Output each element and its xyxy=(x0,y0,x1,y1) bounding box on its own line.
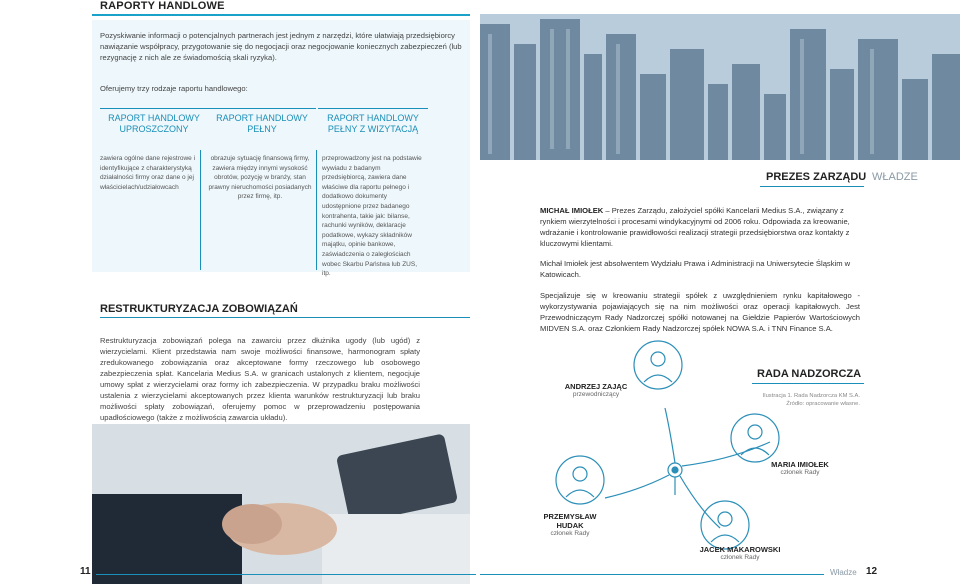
city-skyline-image xyxy=(480,14,960,160)
prezes-bio xyxy=(540,205,860,249)
handshake-image xyxy=(92,424,470,584)
rada-heading: RADA NADZORCZA xyxy=(757,368,862,380)
column-heading-pelny xyxy=(208,108,316,135)
person-name: PRZEMYSŁAW HUDAK xyxy=(543,512,597,530)
column-divider xyxy=(316,150,317,270)
footer-section-label: Władze xyxy=(830,568,857,577)
prezes-specialization: Specjalizuje się w kreowaniu strategii spółek z uwzględnieniem rynku kapitałowego - wykorzystywania pojawiających się na nim możliwości oraz operacji kapitałowych. Jest Przewodniczącym Rady Nadzorczej spółki notowanej na Giełdzie Papierów Wartościowych MIDVEN S.A. oraz Członkiem Rady Nadzorczej spółek NOWA S.A. i TNN Finance S.A. xyxy=(540,291,860,333)
page-number-left: 11 xyxy=(80,566,91,577)
section-title-bar xyxy=(92,0,470,16)
prezes-bio-text: – Prezes Zarządu, założyciel spółki Kancelarii Medius S.A., związany z rynkiem wierzytelności i procesami windykacyjnymi od 2006 roku. Odpowiada za kreowanie, wdrażanie i kontrolowanie prawidłowości realizacji strategii przedsiębiorstwa oraz kontakty z kluczowymi klientami. xyxy=(540,206,850,248)
person-role: członek Rady xyxy=(780,469,820,476)
column-body-pelny: obrazuje sytuację finansową firmy, zawiera między innymi wysokość obrotów, pozycję w branży, stan prawny nieruchomości posiadanych przez firmę, itp. xyxy=(208,155,312,201)
page-number-right: 12 xyxy=(866,566,878,577)
section-title-restrukturyzacja: RESTRUKTURYZACJA ZOBOWIĄZAŃ xyxy=(100,303,298,315)
column-heading-wizytacja xyxy=(318,108,428,135)
prezes-name: MICHAŁ IMIOŁEK xyxy=(540,206,604,215)
intro-paragraph: Pozyskiwanie informacji o potencjalnych partnerach jest jednym z narzędzi, które ułatwiają przedsiębiorcy nawiązanie współpracy, przygotowanie się do negocjacji oraz negocjowanie koniecznych zabezpieczeń (lub rezygnację z nich ale ze świadomością skali ryzyka). xyxy=(100,31,462,62)
column-heading-uproszczony xyxy=(100,108,208,135)
person-name: JACEK MAKAROWSKI xyxy=(699,545,781,554)
column-heading-line2: PEŁNY Z WIZYTACJĄ xyxy=(327,124,419,134)
person-role: przewodniczący xyxy=(572,391,620,398)
divider xyxy=(760,186,864,187)
divider xyxy=(100,317,470,318)
column-body-uproszczony: zawiera ogólne dane rejestrowe i identyfikujące z charakterystyką działalności firmy oraz dane o jej właścicielach/udziałowcach xyxy=(100,155,196,191)
person-name: ANDRZEJ ZAJĄC xyxy=(564,382,628,391)
footer-divider xyxy=(480,574,824,575)
caption-line1: Ilustracja 1. Rada Nadzorcza KM S.A. xyxy=(762,393,860,399)
column-heading-line1: RAPORT HANDLOWY xyxy=(327,113,419,123)
column-heading-line2: PEŁNY xyxy=(247,124,277,134)
prezes-heading: PREZES ZARZĄDU xyxy=(766,171,867,183)
person-role: członek Rady xyxy=(720,554,760,561)
column-heading-line2: UPROSZCZONY xyxy=(119,124,189,134)
person-card-imiolek xyxy=(740,460,860,476)
person-card-hudak xyxy=(530,512,610,537)
footer-divider xyxy=(96,574,476,575)
restrukturyzacja-paragraph: Restrukturyzacja zobowiązań polega na zawarciu przez dłużnika ugody (lub ugód) z wierzycielami. Klient przedstawia nam swoje możliwości finansowe, harmonogram spłaty zredukowanego zobowiązania oraz akceptowane formy rzeczowego lub osobowego zabezpieczenia spłat. Kancelaria Medius S.A. w granicach ustalonych z klientem, negocjuje umowy spłat z wierzycielami oraz formy ich zabezpieczenia. W przypadku braku możliwości ustalenia z wierzycielami akceptowanych przez klienta warunków restrukturyzacji lub braku możliwości spłaty zobowiązań, oferujemy pomoc w przeprowadzeniu postępowania upadłościowego (także z możliwością zawarcia układu). xyxy=(100,336,420,422)
column-heading-line1: RAPORT HANDLOWY xyxy=(216,113,308,123)
wladze-tab: WŁADZE xyxy=(872,171,918,183)
person-card-zajac xyxy=(536,382,656,398)
caption-line2: Źródło: opracowanie własne. xyxy=(786,401,860,407)
prezes-education: Michał Imiołek jest absolwentem Wydziału Prawa i Administracji na Uniwersytecie Śląskim w Katowicach. xyxy=(540,259,851,279)
person-role: członek Rady xyxy=(550,530,590,537)
column-heading-line1: RAPORT HANDLOWY xyxy=(108,113,200,123)
section-title: RAPORTY HANDLOWE xyxy=(100,0,225,12)
column-body-wizytacja: przeprowadzony jest na podstawie wywiadu z badanym przedsiębiorcą, zawiera dane właściwe dla raportu pełnego i dodatkowo dokumenty udostępnione przez badanego kontrahenta, takie jak: bilanse, rachunki wyników, deklaracje podatkowe, wykazy składników majątku, opinie bankowe, zaświadczenia o zaległościach wobec Skarbu Państwa lub ZUS, itp. xyxy=(322,155,422,278)
person-card-makarowski xyxy=(680,545,800,561)
column-divider xyxy=(200,150,201,270)
offer-line: Oferujemy trzy rodzaje raportu handlowego: xyxy=(100,84,248,93)
person-name: MARIA IMIOŁEK xyxy=(771,460,829,469)
